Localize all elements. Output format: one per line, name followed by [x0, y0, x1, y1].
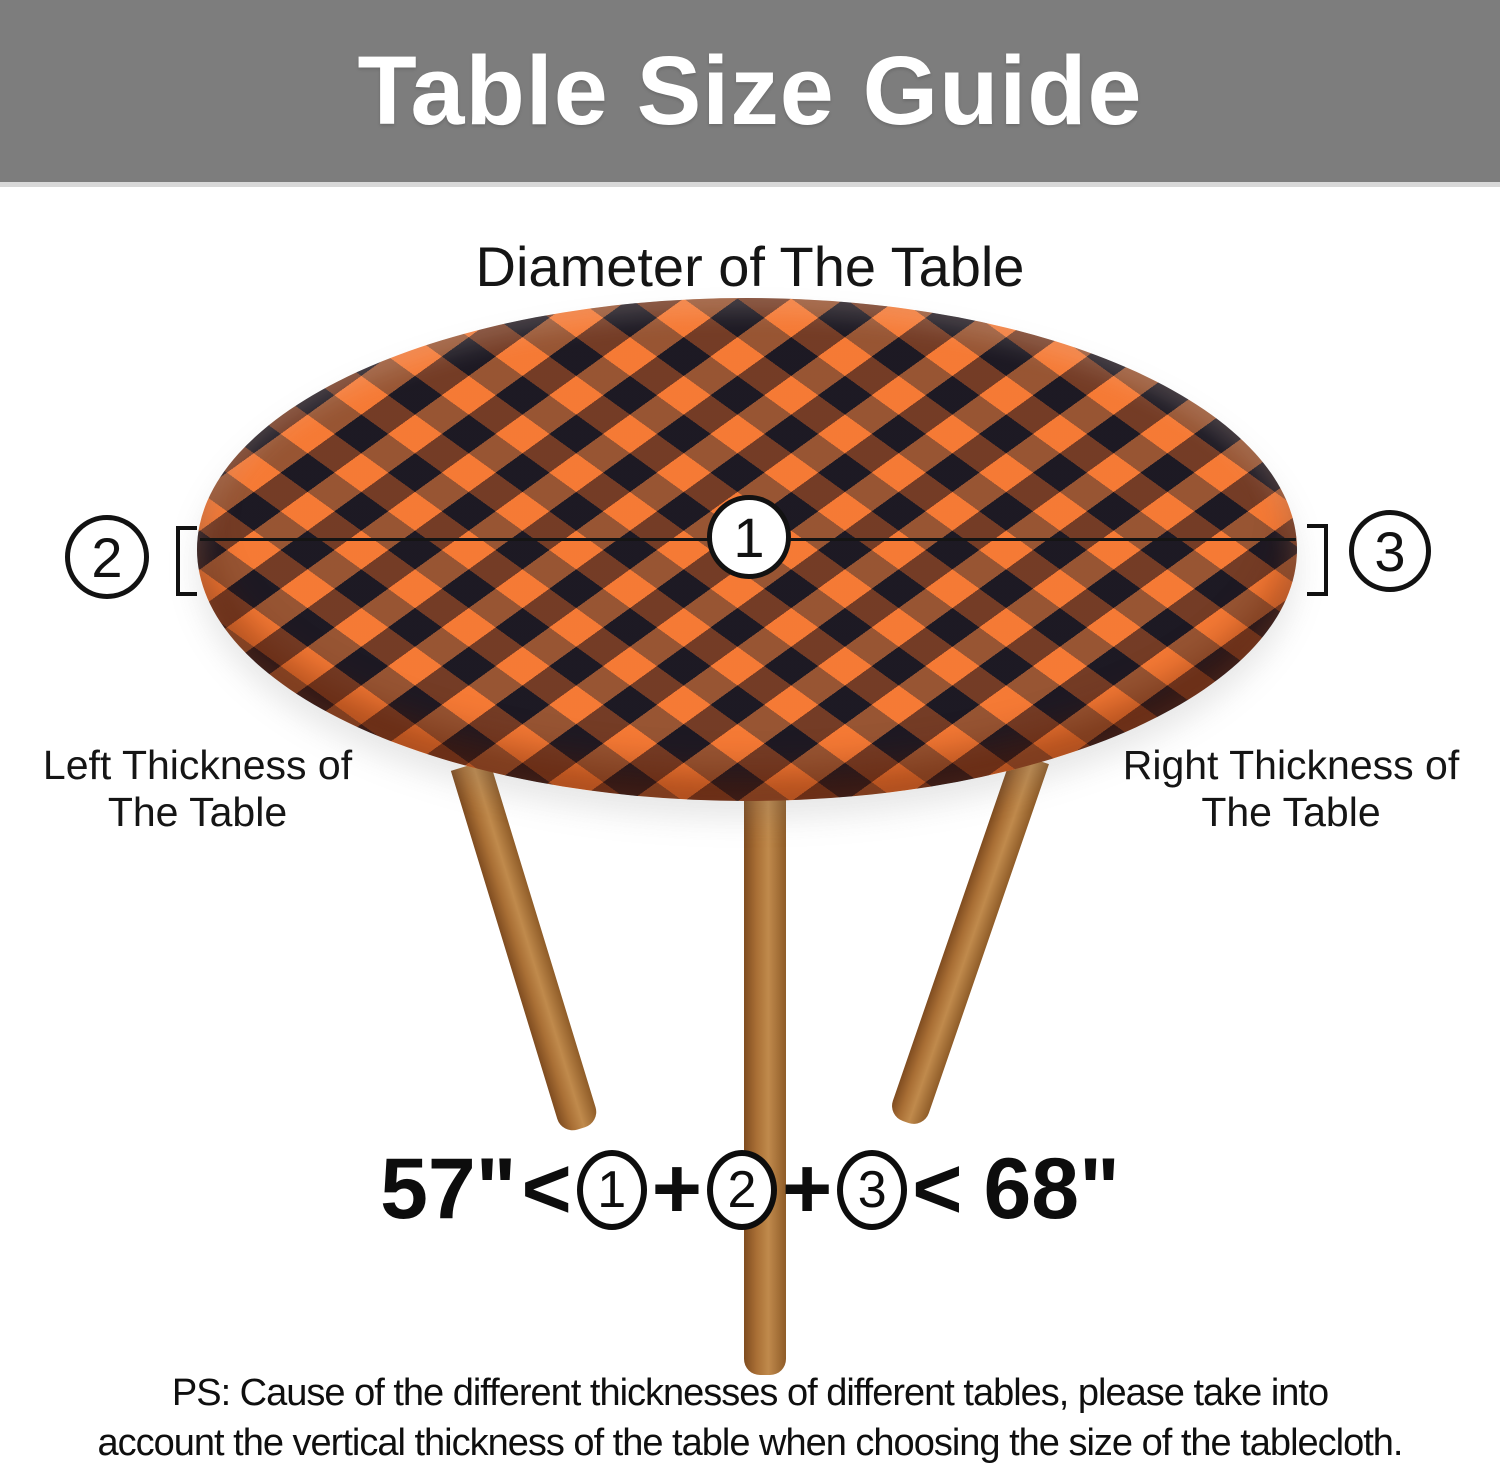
marker-circle-2: [65, 515, 149, 599]
page-title: Table Size Guide: [357, 36, 1143, 145]
left-thickness-label-line1: Left Thickness of: [42, 742, 353, 788]
size-formula: [0, 1140, 1500, 1239]
right-thickness-label: [1096, 742, 1486, 836]
ps-note-line1: PS: Cause of the different thicknesses of different tables, please take into: [171, 1372, 1329, 1414]
right-thickness-label-line2: The Table: [1201, 789, 1381, 835]
formula-min-value: 57": [380, 1141, 517, 1237]
left-thickness-label-line2: The Table: [107, 789, 288, 835]
ps-note-line2: account the vertical thickness of the table when choosing the size of the tablecloth.: [97, 1422, 1403, 1464]
header-banner: [0, 0, 1500, 187]
formula-circle-2: 2: [707, 1150, 777, 1230]
table-leg-center: [744, 790, 786, 1375]
ps-note: [0, 1368, 1500, 1468]
diameter-label: Diameter of The Table: [475, 235, 1025, 298]
marker-1-number: 1: [733, 505, 765, 569]
marker-circle-1: [707, 495, 791, 579]
table-leg-left: [451, 759, 600, 1134]
left-thickness-label: [10, 742, 385, 836]
formula-plus-b: +: [782, 1141, 833, 1237]
marker-2-number: 2: [91, 525, 123, 589]
formula-plus-a: +: [651, 1141, 702, 1237]
left-thickness-bracket: [176, 526, 197, 596]
right-thickness-bracket: [1307, 524, 1328, 596]
marker-3-number: 3: [1374, 519, 1406, 583]
formula-max-value: 68": [983, 1141, 1120, 1237]
formula-less-than-left: <: [521, 1141, 572, 1237]
formula-circle-3: 3: [837, 1150, 907, 1230]
marker-circle-3: [1349, 510, 1431, 592]
formula-less-than-right: <: [912, 1141, 963, 1237]
formula-circle-1: 1: [577, 1150, 647, 1230]
table-leg-right: [888, 752, 1049, 1128]
right-thickness-label-line1: Right Thickness of: [1122, 742, 1460, 788]
